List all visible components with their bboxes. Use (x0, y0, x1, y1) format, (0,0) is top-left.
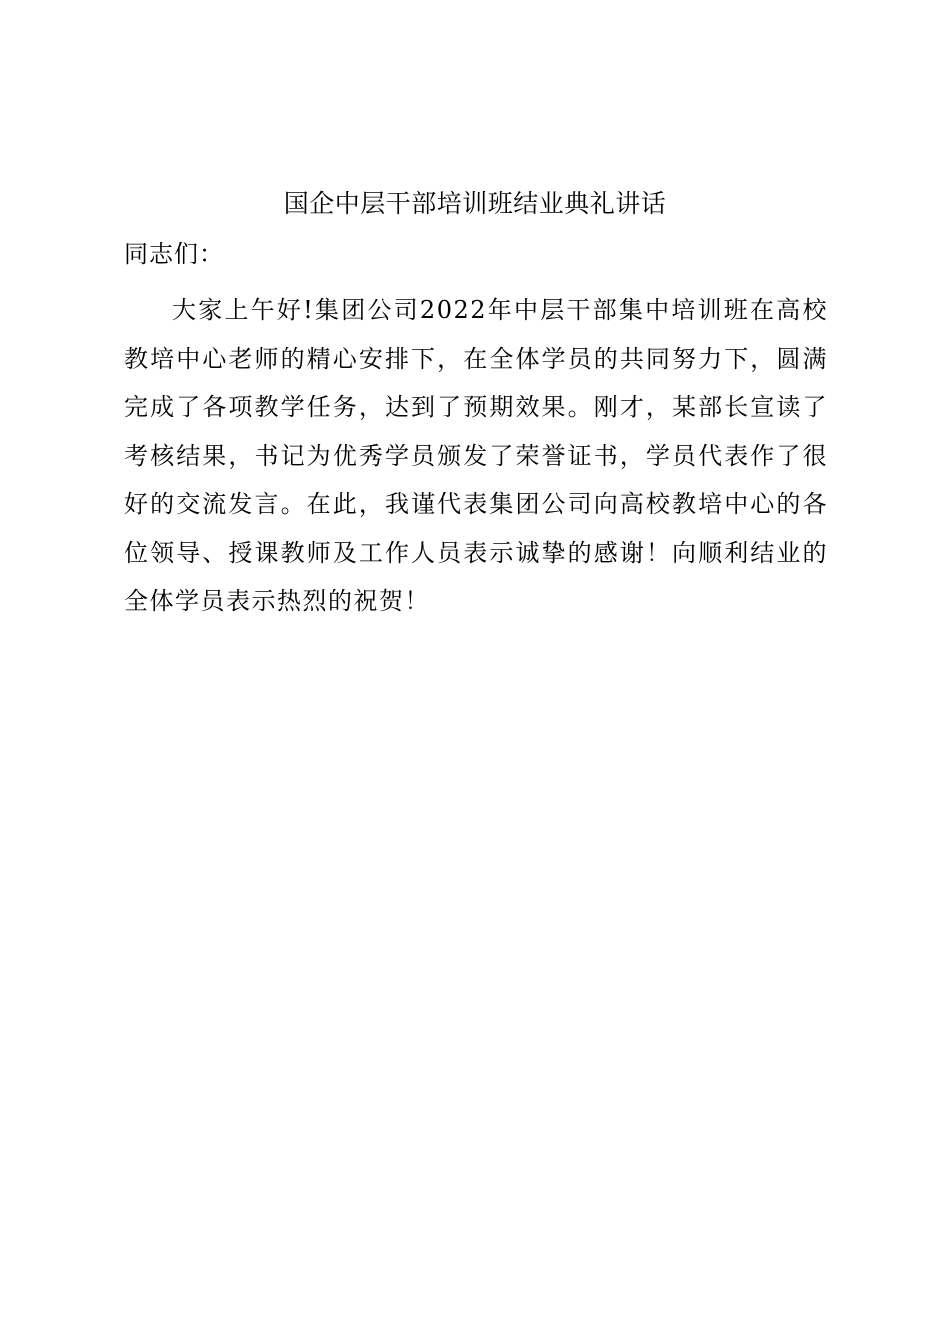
body-paragraph: 大家上午好!集团公司2022年中层干部集中培训班在高校教培中心老师的精心安排下，在全体学员的共同努力下，圆满完成了各项教学任务，达到了预期效果。刚才，某部长宣读了考核结果，书记为优秀学员颁发了荣誉证书，学员代表作了很好的交流发言。在此，我谨代表集团公司向高校教培中心的各位领导、授课教师及工作人员表示诚挚的感谢！向顺利结业的全体学员表示热烈的祝贺！ (124, 296, 828, 615)
salutation: 同志们： (124, 240, 224, 268)
document-title: 国企中层干部培训班结业典礼讲话 (283, 189, 667, 218)
